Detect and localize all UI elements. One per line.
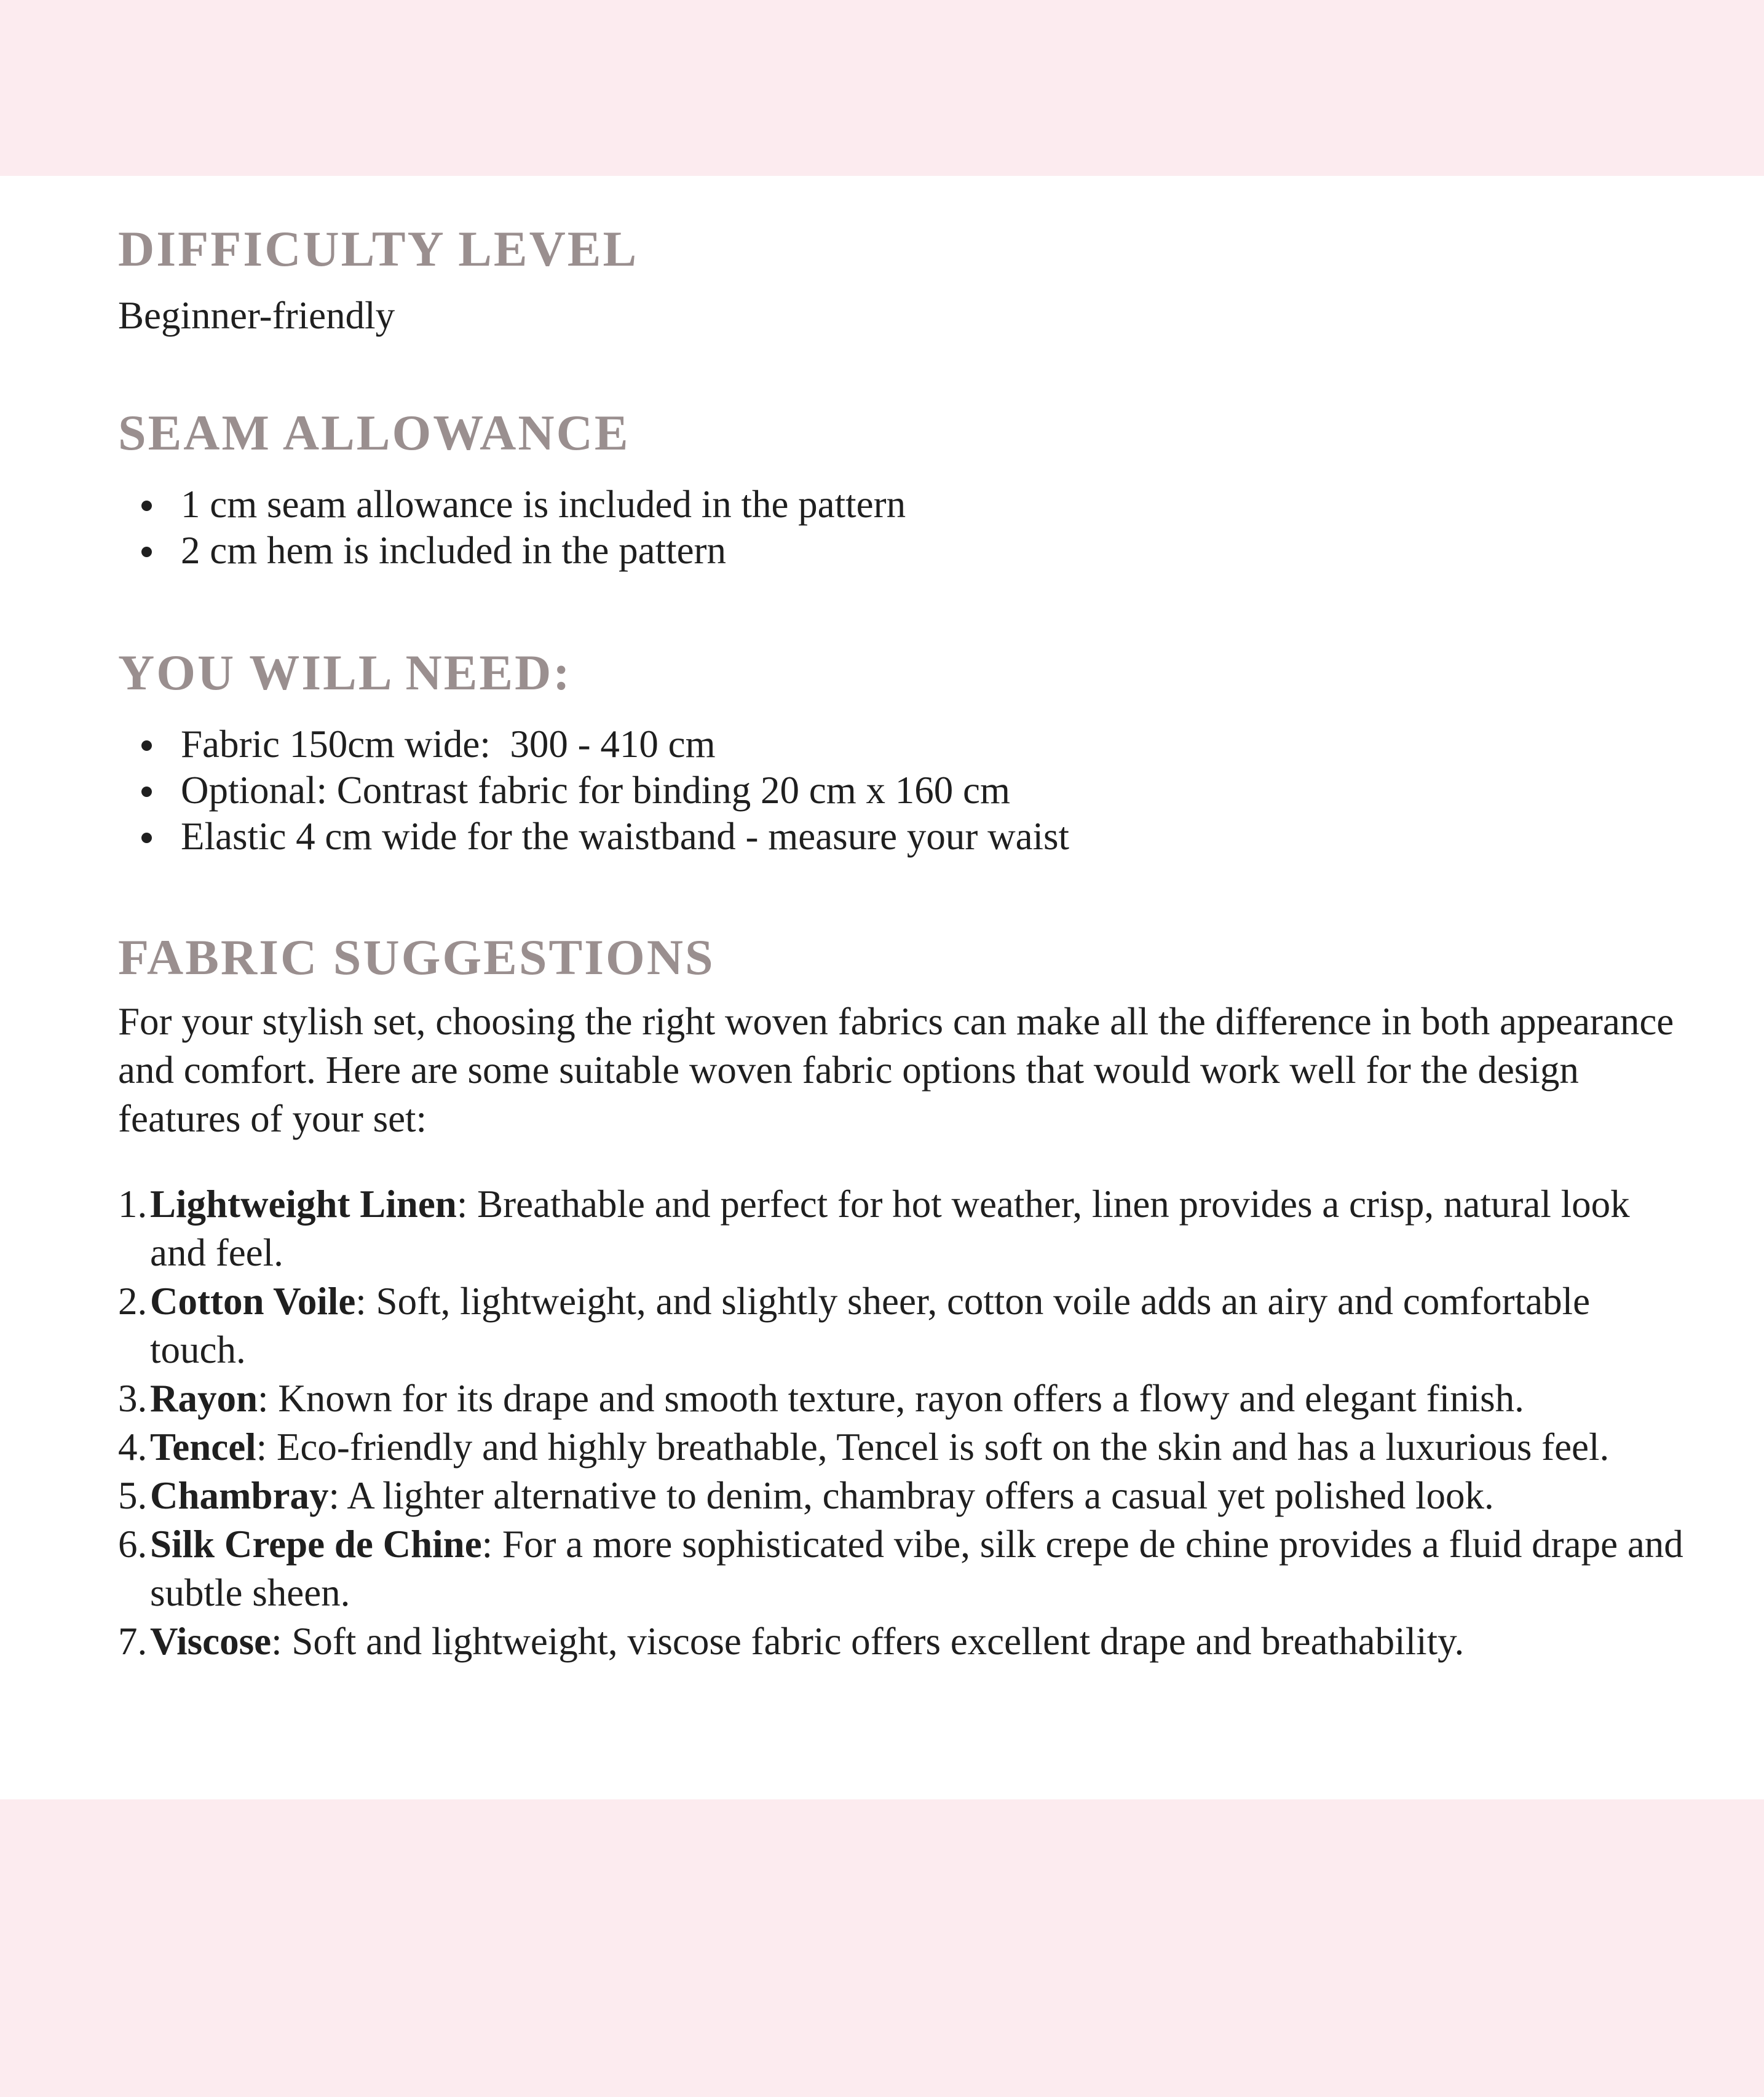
you-will-need-heading: YOU WILL NEED: [118,644,572,700]
you-will-need-list [118,721,1690,860]
list-item-text: Fabric 150cm wide: 300 - 410 cm [181,723,716,766]
list-item-text: Optional: Contrast fabric for binding 20 cm x 160 cm [181,769,1010,812]
fabric-item [118,1374,1690,1423]
fabric-name: Cotton Voile [150,1280,356,1323]
list-item-text: 1 cm seam allowance is included in the pattern [181,483,906,526]
fabric-item [118,1277,1690,1374]
fabric-description: : A lighter alternative to denim, chambray offers a casual yet polished look. [328,1474,1494,1517]
fabric-name: Viscose [150,1620,272,1663]
item-number: 3. [118,1377,148,1420]
fabric-description: : For a more sophisticated vibe, silk crepe de chine provides a fluid drape and subtle sheen. [150,1523,1683,1614]
bullet-icon [141,833,152,843]
fabric-description: : Soft, lightweight, and slightly sheer, cotton voile adds an airy and comfortable touch. [150,1280,1591,1371]
list-item-text: Elastic 4 cm wide for the waistband - measure your waist [181,815,1070,858]
fabric-description: : Eco-friendly and highly breathable, Tencel is soft on the skin and has a luxurious feel. [256,1425,1610,1469]
item-number: 5. [118,1474,148,1517]
fabric-name: Silk Crepe de Chine [150,1523,482,1566]
fabric-intro-paragraph: For your stylish set, choosing the right woven fabrics can make all the difference in both appearance and comfort. Here are some suitable woven fabric options that would work well for the design features of your set: [118,1000,1674,1140]
list-item [118,721,1690,767]
fabric-description: : Soft and lightweight, viscose fabric offers excellent drape and breathability. [271,1620,1465,1663]
list-item-text: 2 cm hem is included in the pattern [181,529,727,572]
fabric-name: Lightweight Linen [150,1183,457,1226]
difficulty-heading: DIFFICULTY LEVEL [118,221,639,277]
fabric-item [118,1423,1690,1472]
fabric-name: Tencel [150,1425,256,1469]
fabric-item [118,1472,1690,1520]
item-number: 7. [118,1620,148,1663]
list-item [118,767,1690,814]
fabric-name: Rayon [150,1377,258,1420]
seam-allowance-heading: SEAM ALLOWANCE [118,405,630,461]
item-number: 4. [118,1425,148,1469]
fabric-item [118,1617,1690,1666]
item-number: 2. [118,1280,148,1323]
list-item [118,814,1690,860]
seam-allowance-list [118,482,1690,574]
content-panel [0,176,1764,1799]
fabric-suggestions-list [118,1180,1690,1666]
fabric-suggestions-heading: FABRIC SUGGESTIONS [118,929,715,985]
fabric-item [118,1180,1690,1277]
bullet-icon [141,501,152,511]
item-number: 1. [118,1183,148,1226]
item-number: 6. [118,1523,148,1566]
list-item [118,482,1690,528]
fabric-description: : Known for its drape and smooth texture, rayon offers a flowy and elegant finish. [258,1377,1524,1420]
bullet-icon [141,787,152,797]
difficulty-value: Beginner-friendly [118,294,395,337]
fabric-item [118,1520,1690,1617]
bullet-icon [141,547,152,557]
list-item [118,528,1690,574]
fabric-description: : Breathable and perfect for hot weather, linen provides a crisp, natural look and feel. [150,1183,1630,1274]
bullet-icon [141,740,152,751]
fabric-name: Chambray [150,1474,329,1517]
